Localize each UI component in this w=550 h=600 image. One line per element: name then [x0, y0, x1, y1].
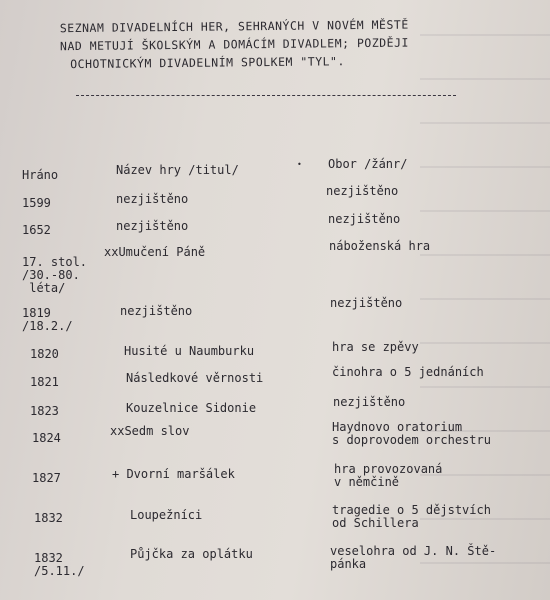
row-genre: nezjištěno [326, 184, 399, 198]
title-line-3: OCHOTNICKÝM DIVADELNÍM SPOLKEM "TYL". [70, 54, 345, 72]
row-genre: nezjištěno [333, 395, 406, 409]
row-name: nezjištěno [120, 304, 193, 318]
row-name: xxSedm slov [110, 424, 190, 438]
header-year: Hráno [22, 168, 59, 182]
row-year: 1821 [30, 375, 59, 389]
row-year: 1599 [22, 196, 51, 210]
row-name: + Dvorní maršálek [112, 467, 235, 481]
row-year: 1832 /5.11./ [34, 551, 85, 578]
row-genre: nezjištěno [328, 212, 401, 226]
row-genre: nezjištěno [330, 296, 403, 310]
row-name: Loupežníci [130, 508, 203, 522]
row-genre: veselohra od J. N. Ště- pánka [330, 544, 497, 571]
row-name: xxUmučení Páně [104, 245, 206, 259]
row-year: 1827 [32, 471, 61, 485]
row-genre: činohra o 5 jednáních [332, 365, 484, 379]
row-name: Kouzelnice Sidonie [126, 401, 257, 415]
header-name: Název hry /titul/ [116, 163, 239, 177]
row-name: nezjištěno [116, 192, 189, 206]
row-year: 1832 [34, 511, 63, 525]
row-name: Následkové věrnosti [126, 371, 264, 385]
title-line-1: SEZNAM DIVADELNÍCH HER, SEHRANÝCH V NOVÉM MĚSTĚ [59, 17, 409, 36]
row-name: Půjčka za oplátku [130, 547, 253, 561]
title-line-2: NAD METUJÍ ŠKOLSKÝM A DOMÁCÍM DIVADLEM; POZDĚJI [59, 35, 409, 54]
header-genre: Obor /žánr/ [328, 157, 408, 171]
row-name: nezjištěno [116, 219, 189, 233]
row-genre: Haydnovo oratorium s doprovodem orchestru [332, 420, 491, 447]
row-year: 17. stol. /30.-80. léta/ [22, 255, 88, 295]
row-year: 1823 [30, 404, 59, 418]
row-year: 1820 [30, 347, 59, 361]
stray-mark: • [297, 160, 302, 169]
row-year: 1824 [32, 431, 61, 445]
row-year: 1819 /18.2./ [22, 306, 73, 333]
row-genre: tragedie o 5 dějstvích od Schillera [332, 503, 491, 530]
row-year: 1652 [22, 223, 51, 237]
row-genre: náboženská hra [329, 239, 431, 253]
row-name: Husité u Naumburku [124, 344, 255, 358]
row-genre: hra provozovaná v němčině [334, 462, 443, 489]
row-genre: hra se zpěvy [332, 340, 419, 354]
